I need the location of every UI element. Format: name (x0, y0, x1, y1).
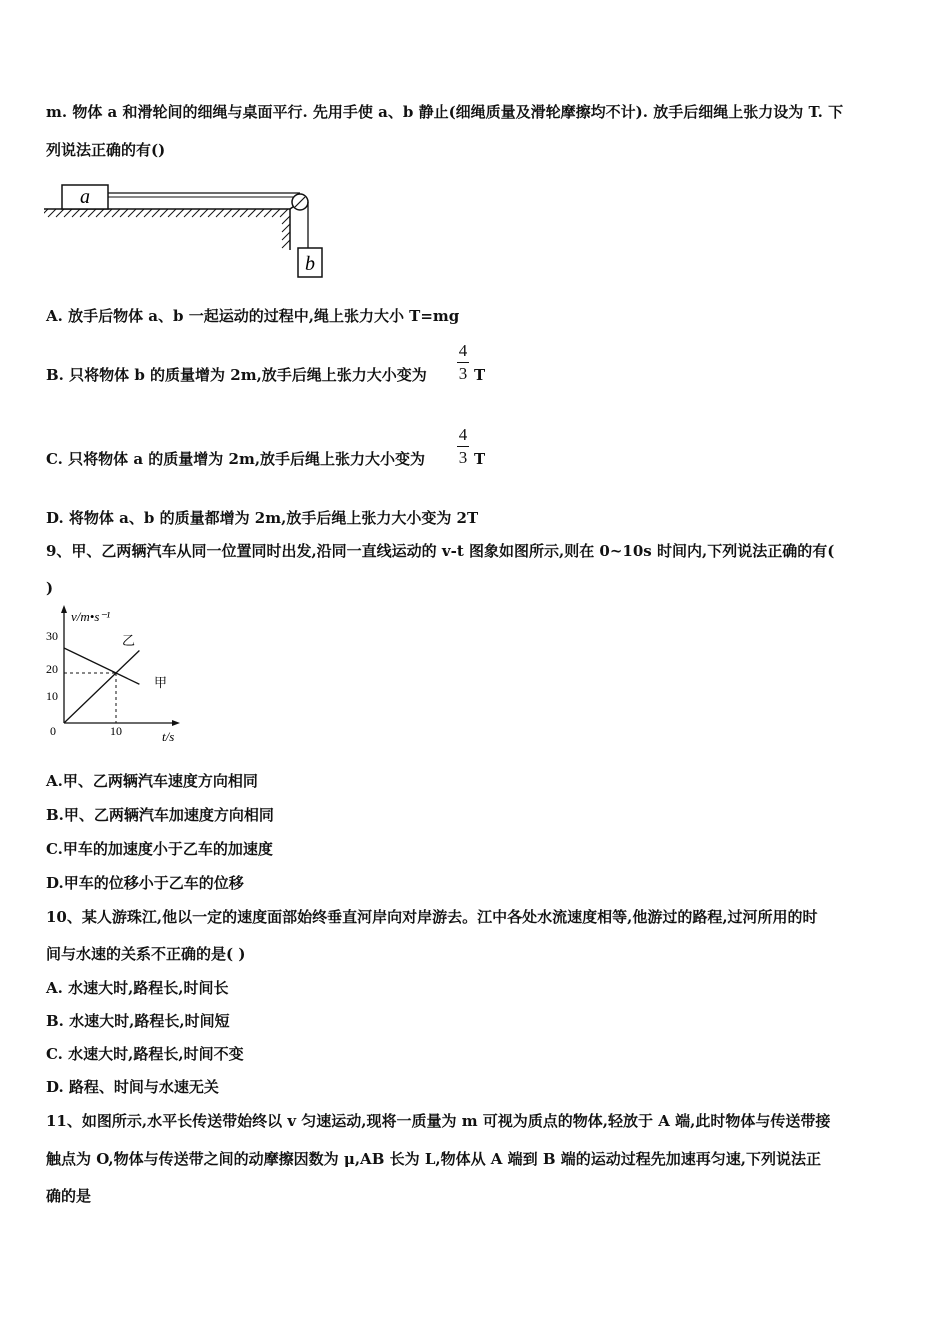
series-line-jia (64, 648, 139, 684)
q8-option-a: A. 放手后物体 a、b 一起运动的过程中,绳上张力大小 T=mg (46, 307, 460, 325)
x-axis-arrow (172, 720, 180, 726)
fraction-bar (457, 362, 469, 363)
x-tick-0: 0 (50, 724, 56, 738)
series-line-yi (64, 651, 139, 724)
block-b-label: b (305, 253, 315, 275)
pulley-figure (44, 180, 334, 282)
table-hatch (44, 209, 288, 217)
fraction-numerator: 4 (458, 341, 468, 360)
q8-option-b: B. 只将物体 b 的质量增为 2m,放手后绳上张力大小变为 (46, 366, 427, 384)
q8-option-c-unit: T (474, 450, 486, 468)
q9-option-c: C.甲车的加速度小于乙车的加速度 (46, 840, 273, 858)
x-axis-label: t/s (162, 729, 175, 744)
q8-stem-line2: 列说法正确的有() (46, 141, 166, 159)
q9-option-a: A.甲、乙两辆汽车速度方向相同 (46, 772, 258, 790)
y-axis-arrow (61, 605, 67, 613)
block-a-label: a (80, 186, 90, 208)
fraction-denominator: 3 (458, 364, 468, 383)
q10-option-c: C. 水速大时,路程长,时间不变 (46, 1045, 244, 1063)
vt-chart (40, 603, 190, 745)
q10-stem-line1: 10、某人游珠江,他以一定的速度面部始终垂直河岸向对岸游去。江中各处水流速度相等,他游过的路程,过河所用的时 (46, 908, 818, 926)
q9-stem-line1: 9、甲、乙两辆汽车从同一位置同时出发,沿同一直线运动的 v-t 图象如图所示,则在 0~10s 时间内,下列说法正确的有( (46, 542, 835, 560)
q8-option-b-unit: T (474, 366, 486, 384)
y-axis-label: v/m•s⁻¹ (71, 609, 111, 624)
series-label-yi: 乙 (122, 633, 136, 648)
q11-stem-line3: 确的是 (46, 1187, 92, 1205)
wall-hatch (282, 216, 290, 248)
series-label-jia: 甲 (154, 675, 168, 690)
q10-option-a: A. 水速大时,路程长,时间长 (46, 979, 229, 997)
q8-option-d: D. 将物体 a、b 的质量都增为 2m,放手后绳上张力大小变为 2T (46, 509, 479, 527)
y-tick-30: 30 (46, 629, 58, 643)
q8-option-c-fraction (457, 425, 469, 468)
q9-option-b: B.甲、乙两辆汽车加速度方向相同 (46, 806, 274, 824)
y-tick-20: 20 (46, 662, 58, 676)
y-tick-10: 10 (46, 689, 58, 703)
q8-option-b-fraction (457, 341, 469, 384)
fraction-bar (457, 446, 469, 447)
q8-stem-line1: m. 物体 a 和滑轮间的细绳与桌面平行. 先用手使 a、b 静止(细绳质量及滑轮摩擦均不计). 放手后细绳上张力设为 T. 下 (46, 103, 844, 121)
q11-stem-line1: 11、如图所示,水平长传送带始终以 v 匀速运动,现将一质量为 m 可视为质点的物体,轻放于 A 端,此时物体与传送带接 (46, 1112, 831, 1130)
q10-stem-line2: 间与水速的关系不正确的是( ) (46, 945, 246, 963)
q9-stem-line2: ) (46, 579, 54, 597)
fraction-numerator: 4 (458, 425, 468, 444)
q11-stem-line2: 触点为 O,物体与传送带之间的动摩擦因数为 μ,AB 长为 L,物体从 A 端到 B 端的运动过程先加速再匀速,下列说法正 (46, 1150, 822, 1168)
q10-option-b: B. 水速大时,路程长,时间短 (46, 1012, 230, 1030)
q8-option-c: C. 只将物体 a 的质量增为 2m,放手后绳上张力大小变为 (46, 450, 426, 468)
fraction-denominator: 3 (458, 448, 468, 467)
x-tick-10: 10 (110, 724, 122, 738)
q10-option-d: D. 路程、时间与水速无关 (46, 1078, 219, 1096)
q9-option-d: D.甲车的位移小于乙车的位移 (46, 874, 244, 892)
